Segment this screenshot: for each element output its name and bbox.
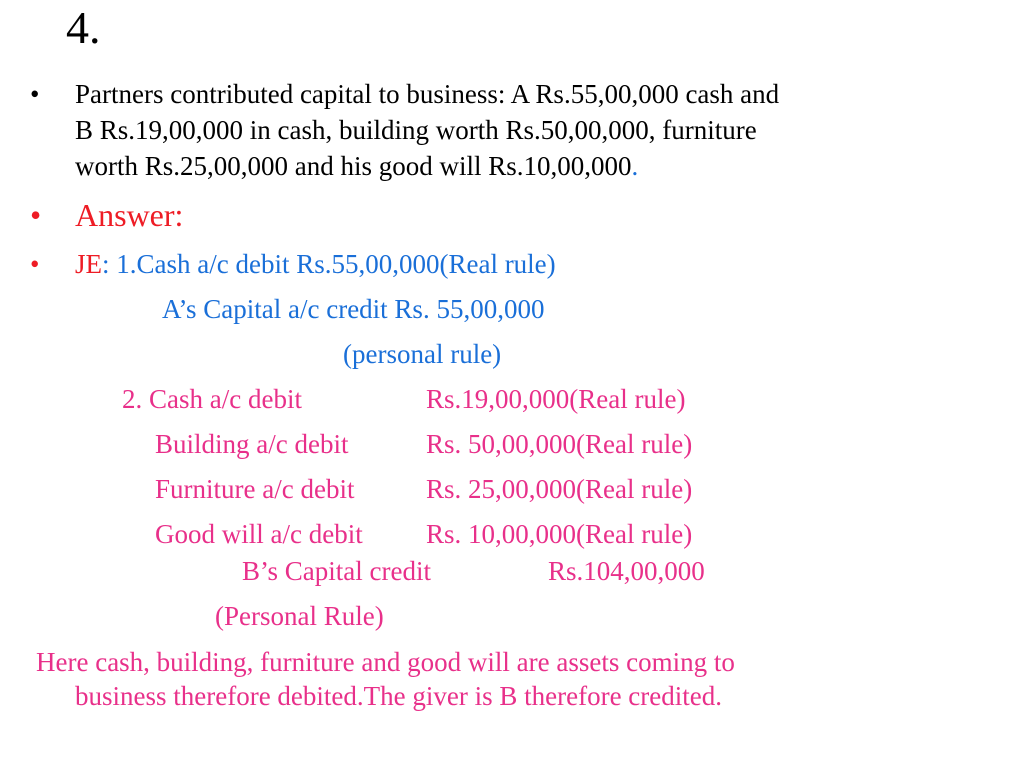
bullet-icon: • xyxy=(30,197,42,233)
goodwill-right: Rs. 10,00,000(Real rule) xyxy=(426,519,693,549)
bullet-icon: • xyxy=(30,249,40,279)
building-right: Rs. 50,00,000(Real rule) xyxy=(426,429,693,459)
entry-2-left: 2. Cash a/c debit xyxy=(122,384,302,414)
question-line-2: B Rs.19,00,000 in cash, building worth Rs.50,00,000, furniture xyxy=(75,115,757,145)
slide-title: 4. xyxy=(66,2,101,53)
entry-2-right: Rs.19,00,000(Real rule) xyxy=(426,384,686,414)
note-line-1: Here cash, building, furniture and good will are assets coming to xyxy=(36,647,735,677)
furniture-left: Furniture a/c debit xyxy=(155,474,355,504)
question-text xyxy=(75,76,1005,184)
personal-rule-1: (personal rule) xyxy=(343,339,502,369)
je-entry-1-text: : 1.Cash a/c debit Rs.55,00,000(Real rule) xyxy=(102,249,556,279)
question-line-3-text: worth Rs.25,00,000 and his good will Rs.10,00,000 xyxy=(75,151,632,181)
bullet-icon: • xyxy=(30,79,40,109)
b-capital-row xyxy=(242,553,705,589)
building-left: Building a/c debit xyxy=(155,429,349,459)
je-label: JE xyxy=(75,249,102,279)
furniture-right: Rs. 25,00,000(Real rule) xyxy=(426,474,693,504)
je-entry-1 xyxy=(75,246,556,282)
b-capital-left: B’s Capital credit xyxy=(242,556,431,586)
question-period: . xyxy=(631,151,639,181)
goodwill-row xyxy=(155,516,693,552)
personal-rule-2: (Personal Rule) xyxy=(215,601,384,631)
answer-label: Answer: xyxy=(75,197,184,233)
note-line-2: business therefore debited.The giver is B therefore credited. xyxy=(75,681,722,711)
question-line-3 xyxy=(75,148,1005,184)
goodwill-left: Good will a/c debit xyxy=(155,519,363,549)
entry-2-row xyxy=(122,381,686,417)
a-capital-credit: A’s Capital a/c credit Rs. 55,00,000 xyxy=(162,294,545,324)
b-capital-right: Rs.104,00,000 xyxy=(548,556,705,586)
explanation-note xyxy=(36,645,735,713)
question-line-1: Partners contributed capital to business: A Rs.55,00,000 cash and xyxy=(75,79,780,109)
building-row xyxy=(155,426,693,462)
furniture-row xyxy=(155,471,693,507)
